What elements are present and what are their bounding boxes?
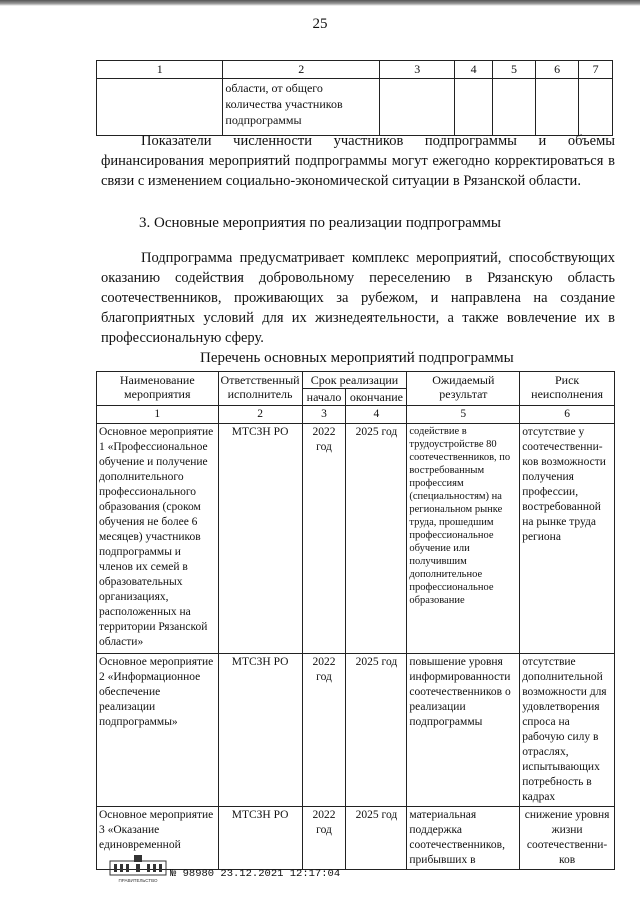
table-row <box>97 654 615 807</box>
col-number: 3 <box>302 406 346 424</box>
header-name: Наименование мероприятия <box>97 372 219 406</box>
measure-risk: отсутствие дополнительной возможности для удовлетворения спроса на рабочую силу в отраслях, испытывающих потребность в кадрах <box>520 654 615 807</box>
measure-start: 2022 год <box>302 807 346 870</box>
measure-name: Основное мероприятие 3 «Оказание единовременной <box>97 807 219 870</box>
paragraph-subprogram: Подпрограмма предусматривает комплекс мероприятий, способствующих оказанию содействия добровольному переселению в Рязанскую область соотечественников, проживающих за рубежом, и направлена на создание благоприятных условий для их жизнедеятельности, а также вовлечение их в профессиональную сферу. <box>101 250 615 346</box>
measure-end: 2025 год <box>346 654 407 807</box>
measure-result: материальная поддержка соотечественников, прибывших в <box>407 807 520 870</box>
col-header-3: 3 <box>380 61 455 79</box>
measure-responsible: МТСЗН РО <box>218 807 302 870</box>
header-responsible: Ответственный исполнитель <box>218 372 302 406</box>
header-end: окончание <box>346 389 407 406</box>
measure-result: содействие в трудоустройстве 80 соотечественников, по востребованным профессиям (специальностям) на региональном рынке труда, прошедшим профессиональное обучение или получившим дополнительное профессиональное образование <box>407 424 520 654</box>
table-cell <box>380 79 455 136</box>
measure-responsible: МТСЗН РО <box>218 654 302 807</box>
col-header-7: 7 <box>579 61 613 79</box>
table-cell <box>536 79 579 136</box>
svg-text:ПРАВИТЕЛЬСТВО: ПРАВИТЕЛЬСТВО <box>118 878 158 883</box>
col-number: 6 <box>520 406 615 424</box>
table-row <box>97 807 615 870</box>
measure-end: 2025 год <box>346 424 407 654</box>
registration-stamp: № 98980 23.12.2021 12:17:04 <box>170 868 341 880</box>
table-cell-indicator: области, от общего количества участников подпрограммы <box>223 79 380 136</box>
table-cell <box>579 79 613 136</box>
header-period: Срок реализации <box>302 372 407 389</box>
col-header-1: 1 <box>97 61 223 79</box>
header-risk: Риск неисполнения <box>520 372 615 406</box>
measure-risk: отсутствие у соотечественни-ков возможности получения профессии, востребованной на рынке труда региона <box>520 424 615 654</box>
measure-responsible: МТСЗН РО <box>218 424 302 654</box>
continued-table <box>96 60 613 136</box>
measure-end: 2025 год <box>346 807 407 870</box>
measure-name: Основное мероприятие 2 «Информационное обеспечение реализации подпрограммы» <box>97 654 219 807</box>
col-header-2: 2 <box>223 61 380 79</box>
col-number: 4 <box>346 406 407 424</box>
page-number: 25 <box>312 16 328 32</box>
table-cell <box>492 79 535 136</box>
section-heading: 3. Основные мероприятия по реализации подпрограммы <box>139 215 501 231</box>
table-cell <box>97 79 223 136</box>
measure-start: 2022 год <box>302 654 346 807</box>
measures-table <box>96 371 615 870</box>
col-header-5: 5 <box>492 61 535 79</box>
header-start: начало <box>302 389 346 406</box>
table-caption: Перечень основных мероприятий подпрограммы <box>200 350 514 366</box>
paragraph-indicators: Показатели численности участников подпрограммы и объемы финансирования мероприятий подпрограммы могут ежегодно корректироваться в связи с изменением социально-экономической ситуации в Рязанской области. <box>101 133 615 189</box>
col-number: 2 <box>218 406 302 424</box>
col-header-4: 4 <box>455 61 492 79</box>
government-logo-icon <box>108 853 168 883</box>
measure-result: повышение уровня информированности соотечественников о реализации подпрограммы <box>407 654 520 807</box>
table-cell <box>455 79 492 136</box>
measure-name: Основное мероприятие 1 «Профессиональное обучение и получение дополнительного профессионального образования (сроком обучения не более 6 месяцев) участников подпрограммы и членов их семей в образовательных организациях, расположенных на территории Рязанской области» <box>97 424 219 654</box>
measure-risk: снижение уровня жизни соотечественни-ков <box>520 807 615 870</box>
header-result: Ожидаемый результат <box>407 372 520 406</box>
measure-start: 2022 год <box>302 424 346 654</box>
table-row <box>97 424 615 654</box>
col-header-6: 6 <box>536 61 579 79</box>
col-number: 1 <box>97 406 219 424</box>
col-number: 5 <box>407 406 520 424</box>
scan-edge <box>0 0 640 6</box>
